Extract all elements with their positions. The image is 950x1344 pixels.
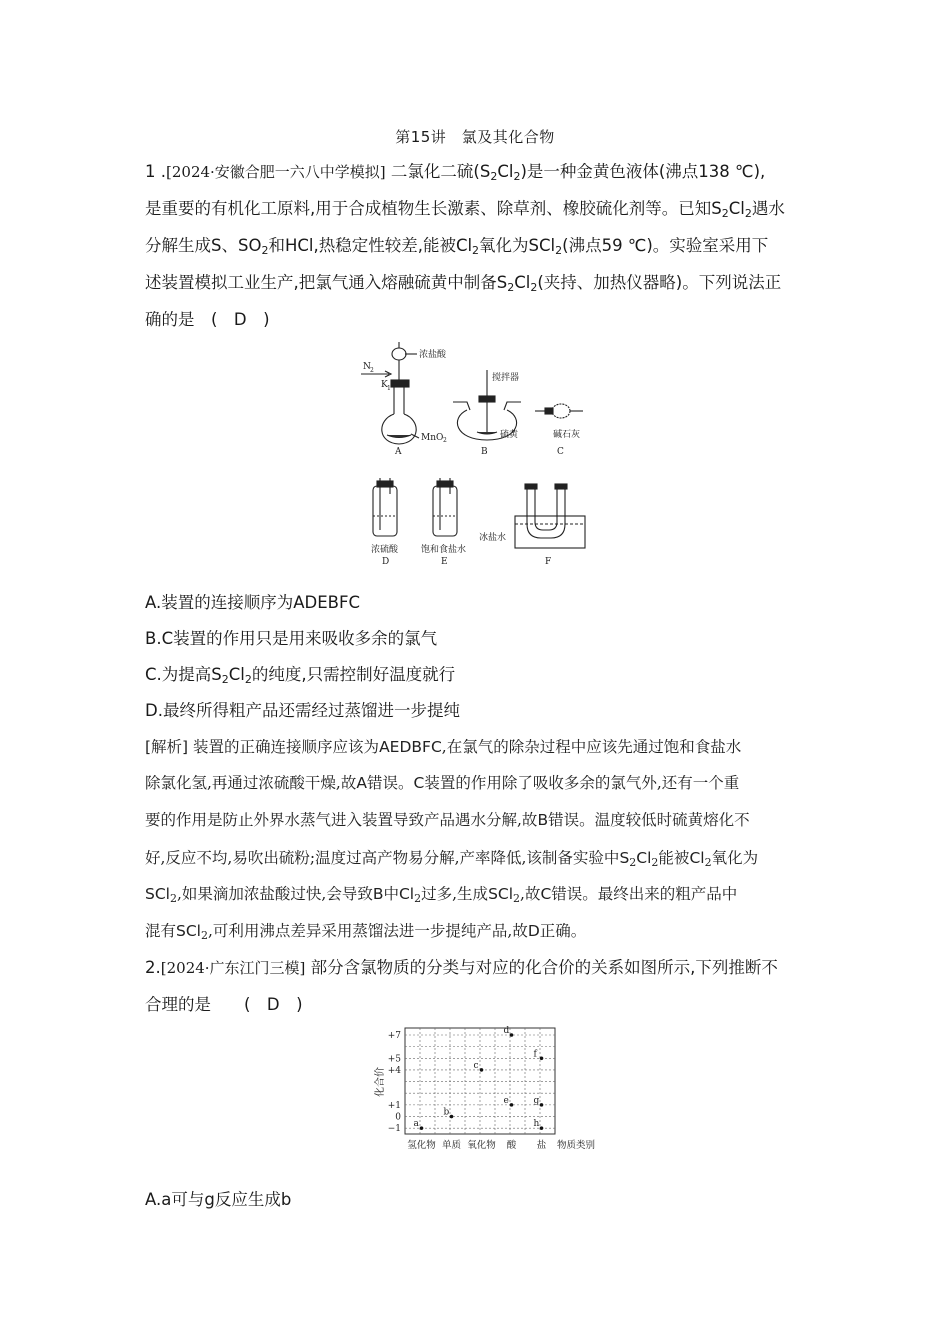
svg-text:B: B <box>481 447 488 457</box>
svg-text:碱石灰: 碱石灰 <box>553 430 581 440</box>
svg-text:饱和食盐水: 饱和食盐水 <box>421 545 467 555</box>
y-tick-label: 0 <box>395 1112 401 1123</box>
svg-text:F: F <box>545 557 552 567</box>
x-tick-label: 单质 <box>441 1140 462 1151</box>
apparatus-d <box>371 478 399 567</box>
data-label-d: d <box>503 1025 510 1036</box>
q2-source: [2024·广东江门三模] <box>160 959 306 977</box>
x-axis-label: 物质类别 <box>557 1140 596 1151</box>
svg-text:浓盐酸: 浓盐酸 <box>419 350 447 360</box>
svg-text:冰盐水: 冰盐水 <box>479 533 507 543</box>
explanation-tag: [解析] <box>145 738 189 756</box>
data-point-g <box>540 1103 544 1107</box>
q2-option-a: A.a可与g反应生成b <box>145 1190 292 1209</box>
svg-text:MnO: MnO <box>421 433 444 443</box>
svg-text:A: A <box>395 447 402 457</box>
data-label-h: h <box>533 1119 540 1130</box>
svg-text:浓硫酸: 浓硫酸 <box>371 545 399 555</box>
explanation-line-6: 混有SCl$_2$,可利用沸点差异采用蒸馏法进一步提纯产品,故D正确。 <box>145 922 587 942</box>
q1-option-b: B.C装置的作用只是用来吸收多余的氯气 <box>145 629 438 648</box>
svg-text:2: 2 <box>443 437 447 444</box>
data-point-d <box>510 1033 514 1037</box>
data-point-f <box>540 1056 544 1060</box>
x-tick-label: 氢化物 <box>407 1140 436 1151</box>
data-point-b <box>450 1115 454 1119</box>
data-label-f: f <box>533 1049 537 1060</box>
y-tick-label: +5 <box>387 1054 401 1065</box>
q1-option-c: C.为提高$S_2Cl_2$的纯度,只需控制好温度就行 <box>145 665 456 686</box>
q2-line-2: 合理的是 ( D ) <box>145 995 303 1014</box>
y-tick-label: −1 <box>387 1124 401 1135</box>
data-point-e <box>510 1103 514 1107</box>
apparatus-e <box>421 478 466 567</box>
valence-chart <box>365 1022 596 1158</box>
q1-line-3: 分解生成S、$SO_2$和HCl,热稳定性较差,能被$Cl_2$氧化为SCl$_2$(沸点59 ℃)。实验室采用下 <box>145 236 769 257</box>
svg-text:N: N <box>363 362 371 372</box>
q2-line-1: 2.[2024·广东江门三模] 部分含氯物质的分类与对应的化合价的关系如图所示,下列推断不 <box>145 958 778 977</box>
apparatus-c <box>535 404 583 457</box>
y-tick-label: +7 <box>387 1030 401 1041</box>
x-tick-label: 氧化物 <box>467 1140 496 1151</box>
data-point-c <box>480 1068 484 1072</box>
x-tick-label: 盐 <box>536 1140 547 1151</box>
svg-text:搅拌器: 搅拌器 <box>492 373 520 383</box>
svg-text:C: C <box>557 447 564 457</box>
q1-option-d: D.最终所得粗产品还需经过蒸馏进一步提纯 <box>145 701 460 720</box>
data-point-h <box>540 1126 544 1130</box>
q1-line-2: 是重要的有机化工原料,用于合成植物生长激素、除草剂、橡胶硫化剂等。已知$S_2Cl_2$遇水 <box>145 199 785 220</box>
data-label-b: b <box>443 1107 450 1118</box>
explanation-line-2: 除氯化氢,再通过浓硫酸干燥,故A错误。C装置的作用除了吸收多余的氯气外,还有一个重 <box>145 774 740 792</box>
svg-text:硫黄: 硫黄 <box>500 430 519 440</box>
q1-option-a: A.装置的连接顺序为ADEBFC <box>145 593 360 612</box>
apparatus-f <box>479 484 585 567</box>
data-point-a <box>420 1126 424 1130</box>
svg-text:D: D <box>382 557 390 567</box>
svg-text:2: 2 <box>370 367 374 374</box>
explanation-line-1: [解析] 装置的正确连接顺序应该为AEDBFC,在氯气的除杂过程中应该先通过饱和食盐水 <box>145 738 742 756</box>
explanation-line-4: 好,反应不均,易吹出硫粉;温度过高产物易分解,产率降低,该制备实验中$S_2Cl_2$能被$Cl_2$氧化为 <box>145 849 759 869</box>
apparatus-b <box>453 370 521 457</box>
explanation-line-5: SCl$_2$,如果滴加浓盐酸过快,会导致B中$Cl_2$过多,生成SCl$_2$,故C错误。最终出来的粗产品中 <box>145 885 738 905</box>
data-label-c: c <box>473 1060 479 1071</box>
svg-text:E: E <box>441 557 448 567</box>
y-tick-label: +4 <box>387 1065 401 1076</box>
y-tick-label: +1 <box>387 1100 401 1111</box>
data-label-g: g <box>533 1095 540 1106</box>
svg-text:1: 1 <box>387 385 391 392</box>
apparatus-figure <box>355 338 615 570</box>
explanation-line-3: 要的作用是防止外界水蒸气进入装置导致产品遇水分解,故B错误。温度较低时硫黄熔化不 <box>145 811 750 829</box>
svg-text:K: K <box>381 380 388 390</box>
q1-line-5: 确的是 ( D ) <box>145 310 270 329</box>
q1-source: [2024·安徽合肥一六八中学模拟] <box>166 163 386 181</box>
page-title: 第15讲 氯及其化合物 <box>395 128 555 146</box>
data-label-e: e <box>503 1095 509 1106</box>
q1-line-4: 述装置模拟工业生产,把氯气通入熔融硫黄中制备$S_2Cl_2$(夹持、加热仪器略)。下列说法正 <box>145 273 782 294</box>
x-tick-label: 酸 <box>506 1140 517 1151</box>
y-axis-label: 化合价 <box>375 1067 386 1097</box>
data-label-a: a <box>413 1119 419 1130</box>
apparatus-a <box>361 342 447 457</box>
q1-line-1: 1 .[2024·安徽合肥一六八中学模拟] 二氯化二硫$(S_2Cl_2)$是一种金黄色液体(沸点138 ℃), <box>145 162 766 183</box>
